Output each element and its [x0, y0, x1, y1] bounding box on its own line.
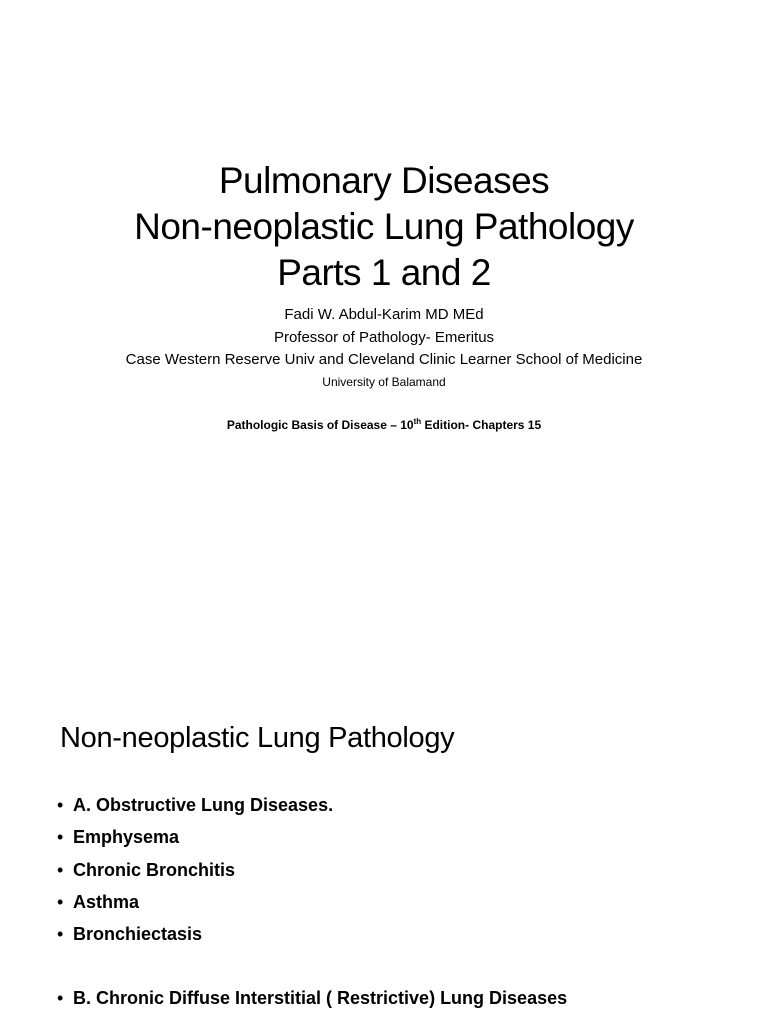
- bullet-item: [57, 982, 567, 1014]
- author-name: Fadi W. Abdul-Karim MD MEd: [284, 306, 484, 323]
- bullet-text: Chronic Bronchitis: [73, 859, 236, 880]
- bullet-icon: •: [57, 795, 64, 815]
- bullet-icon: •: [57, 827, 64, 848]
- bullet-icon: •: [57, 924, 64, 945]
- bullet-item: [57, 821, 567, 853]
- bullet-icon: •: [57, 988, 64, 1009]
- outline-slide: [0, 700, 768, 1024]
- bullet-text: Asthma: [73, 891, 140, 912]
- author-institution: Case Western Reserve Univ and Cleveland Clinic Learner School of Medicine: [125, 351, 643, 368]
- reference-text-end: Edition- Chapters 15: [421, 418, 542, 432]
- reference-text: Pathologic Basis of Disease – 10: [226, 418, 414, 432]
- bullet-text: Emphysema: [73, 827, 180, 848]
- bullet-text: Bronchiectasis: [73, 924, 203, 945]
- reference-superscript: th: [413, 417, 422, 426]
- title-line: Non-neoplastic Lung Pathology: [134, 206, 634, 247]
- bullet-list: [57, 789, 567, 1015]
- textbook-reference: [0, 416, 768, 434]
- author-university: University of Balamand: [322, 374, 446, 389]
- bullet-icon: •: [57, 859, 64, 880]
- author-block: [0, 304, 768, 392]
- title-line: Pulmonary Diseases: [218, 160, 550, 201]
- slide-heading: Non-neoplastic Lung Pathology: [60, 722, 455, 754]
- bullet-item: [57, 918, 567, 950]
- bullet-item: [57, 886, 567, 918]
- bullet-item: [57, 789, 567, 821]
- bullet-text: B. Chronic Diffuse Interstitial ( Restrictive) Lung Diseases: [73, 988, 568, 1009]
- title-line: Parts 1 and 2: [277, 252, 491, 293]
- bullet-item: [57, 854, 567, 886]
- slide-title: [0, 158, 768, 296]
- bullet-text: A. Obstructive Lung Diseases.: [73, 795, 334, 815]
- author-position: Professor of Pathology- Emeritus: [273, 328, 495, 346]
- bullet-icon: •: [57, 891, 64, 912]
